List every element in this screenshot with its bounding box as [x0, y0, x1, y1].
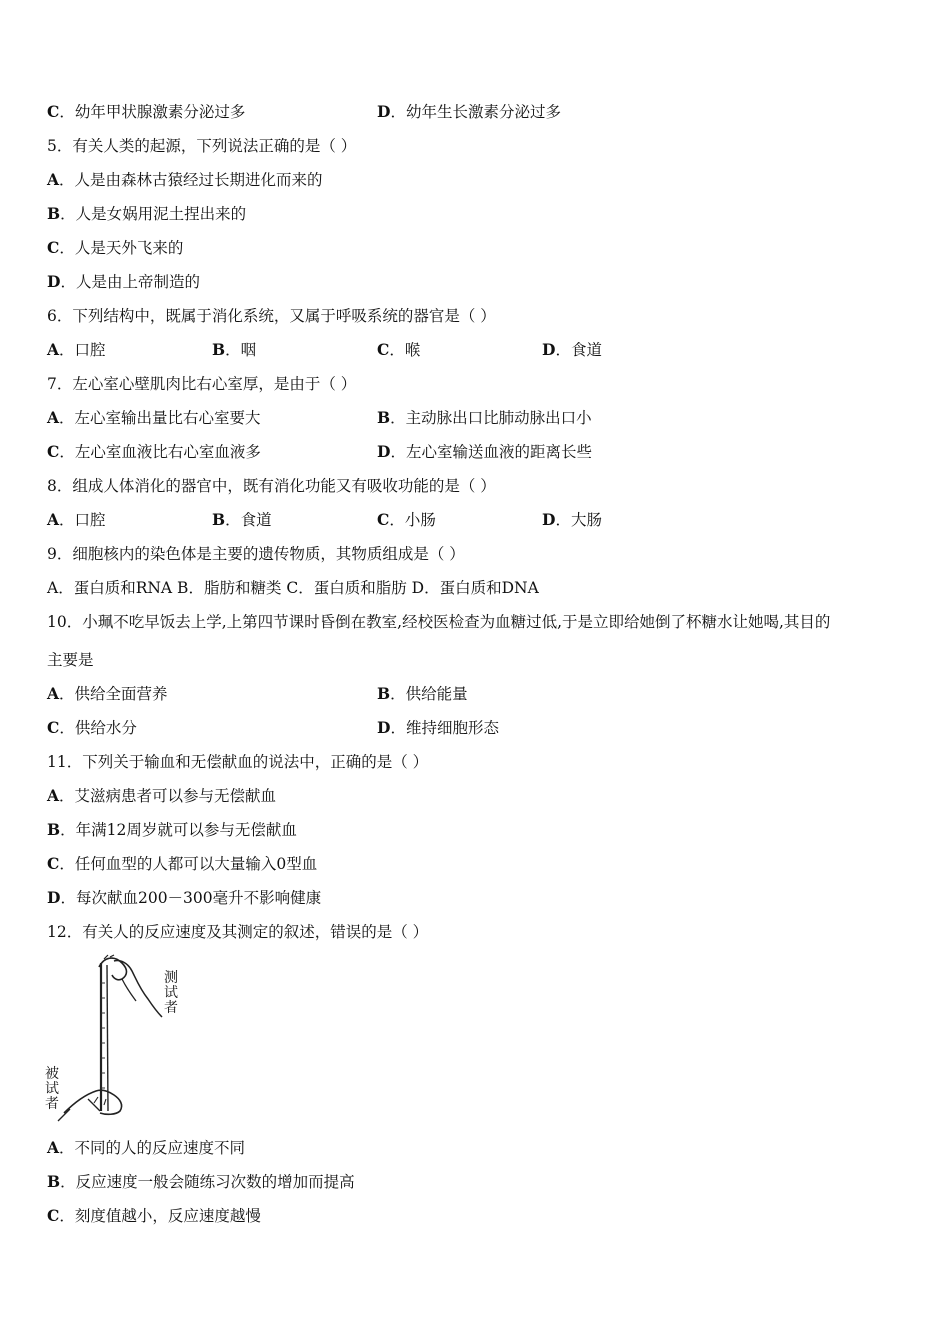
- option-row: [47, 270, 920, 294]
- option-separator: ．: [59, 409, 75, 427]
- option-letter: C: [47, 238, 60, 257]
- option-text: 口腔: [74, 341, 106, 359]
- option-b: [212, 338, 377, 362]
- option-text: 不同的人的反应速度不同: [74, 1139, 246, 1157]
- option-separator: ．: [59, 1207, 75, 1225]
- option-text: 口腔: [74, 511, 106, 529]
- option-separator: ．: [390, 685, 406, 703]
- option-text: 小肠: [404, 511, 436, 529]
- option-letter: A: [47, 786, 60, 805]
- option-separator: ．: [59, 855, 75, 873]
- option-text: 人是由森林古猿经过长期进化而来的: [74, 171, 323, 189]
- option-c: [47, 1204, 261, 1228]
- option-a: [47, 338, 212, 362]
- option-separator: ．: [59, 171, 75, 189]
- option-c: [47, 716, 377, 740]
- option-row: [47, 338, 920, 362]
- option-a: [47, 508, 212, 532]
- option-letter: A: [47, 510, 60, 529]
- option-letter: B: [47, 204, 61, 223]
- option-b: [47, 202, 246, 226]
- option-text: 主动脉出口比肺动脉出口小: [405, 409, 592, 427]
- option-a: [47, 784, 276, 808]
- option-letter: A: [47, 170, 60, 189]
- option-d: [47, 886, 321, 910]
- question-stem: 9．细胞核内的染色体是主要的遗传物质，其物质组成是（ ）: [47, 545, 465, 563]
- option-letter: B: [377, 408, 391, 427]
- reaction-test-figure: [44, 953, 194, 1123]
- question-stem: 8．组成人体消化的器官中，既有消化功能又有吸收功能的是（ ）: [47, 477, 496, 495]
- option-row: [47, 168, 920, 192]
- option-separator: ．: [59, 341, 75, 359]
- option-c: [377, 508, 542, 532]
- option-row: [47, 716, 920, 740]
- option-text: 人是由上帝制造的: [75, 273, 200, 291]
- option-text: 年满12周岁就可以参与无偿献血: [75, 821, 297, 839]
- option-separator: ．: [555, 511, 571, 529]
- option-separator: ．: [59, 511, 75, 529]
- option-text: 刻度值越小，反应速度越慢: [74, 1207, 261, 1225]
- option-c: [47, 100, 377, 124]
- option-a: [47, 1136, 245, 1160]
- question-stem: 11．下列关于输血和无偿献血的说法中，正确的是（ ）: [47, 753, 429, 771]
- option-c: [47, 852, 317, 876]
- option-a: [47, 168, 323, 192]
- option-letter: B: [377, 684, 391, 703]
- option-text: 反应速度一般会随练习次数的增加而提高: [75, 1173, 355, 1191]
- option-text: 喉: [404, 341, 421, 359]
- option-text: 幼年生长激素分泌过多: [405, 103, 561, 121]
- option-letter: A: [47, 340, 60, 359]
- option-letter: B: [212, 340, 226, 359]
- option-text: 食道: [570, 341, 602, 359]
- option-letter: C: [47, 718, 60, 737]
- option-letter: D: [47, 272, 61, 291]
- option-letter: D: [377, 718, 391, 737]
- option-letter: A: [47, 408, 60, 427]
- option-separator: ．: [225, 341, 241, 359]
- option-separator: ．: [389, 511, 405, 529]
- option-separator: ．: [390, 103, 406, 121]
- option-separator: ．: [389, 341, 405, 359]
- option-separator: ．: [225, 511, 241, 529]
- option-letter: B: [47, 1172, 61, 1191]
- option-text: 咽: [240, 341, 257, 359]
- option-a: [47, 682, 377, 706]
- option-d: [377, 440, 707, 464]
- option-b: [212, 508, 377, 532]
- option-separator: ．: [59, 443, 75, 461]
- option-letter: D: [377, 442, 391, 461]
- option-row: [47, 1170, 920, 1194]
- option-separator: ．: [59, 103, 75, 121]
- option-letter: B: [47, 820, 61, 839]
- option-row: [47, 508, 920, 532]
- question-stem: 10．小珮不吃早饭去上学,上第四节课时昏倒在教室,经校医检查为血糖过低,于是立即给她倒了杯糖水让她喝,其目的: [47, 613, 831, 631]
- option-c: [377, 338, 542, 362]
- option-b: [377, 682, 707, 706]
- option-separator: ．: [60, 889, 76, 907]
- option-row: [47, 1136, 920, 1160]
- option-text: 每次献血200－300毫升不影响健康: [75, 889, 322, 907]
- question-stem: 主要是: [47, 651, 94, 669]
- option-separator: ．: [59, 685, 75, 703]
- option-row: [47, 406, 920, 430]
- option-text: 左心室输出量比右心室要大: [74, 409, 261, 427]
- question-stem: 7．左心室心壁肌肉比右心室厚，是由于（ ）: [47, 375, 357, 393]
- option-separator: ．: [390, 443, 406, 461]
- option-text: 幼年甲状腺激素分泌过多: [74, 103, 246, 121]
- option-d: [377, 716, 707, 740]
- option-letter: B: [212, 510, 226, 529]
- option-letter: C: [47, 102, 60, 121]
- option-separator: ．: [60, 205, 76, 223]
- option-separator: ．: [60, 821, 76, 839]
- option-text: 供给能量: [405, 685, 468, 703]
- option-text: 供给水分: [74, 719, 137, 737]
- question-stem: 12．有关人的反应速度及其测定的叙述，错误的是（ ）: [47, 923, 429, 941]
- option-letter: C: [377, 340, 390, 359]
- option-c: [47, 440, 377, 464]
- tester-label: 测试者: [164, 970, 178, 1016]
- option-letter: D: [377, 102, 391, 121]
- option-separator: ．: [59, 719, 75, 737]
- option-letter: C: [47, 442, 60, 461]
- option-row: [47, 100, 920, 124]
- option-letter: C: [377, 510, 390, 529]
- option-text: 左心室血液比右心室血液多: [74, 443, 261, 461]
- option-text: 任何血型的人都可以大量输入0型血: [74, 855, 318, 873]
- option-separator: ．: [390, 409, 406, 427]
- option-b: [47, 1170, 355, 1194]
- option-text: 人是天外飞来的: [74, 239, 184, 257]
- option-text: 维持细胞形态: [405, 719, 499, 737]
- option-text: 食道: [240, 511, 272, 529]
- option-a: [47, 406, 377, 430]
- option-row: [47, 818, 920, 842]
- option-separator: ．: [59, 787, 75, 805]
- option-row: [47, 440, 920, 464]
- option-text: 供给全面营养: [74, 685, 168, 703]
- option-row: [47, 852, 920, 876]
- option-c: [47, 236, 183, 260]
- question-stem: 5．有关人类的起源，下列说法正确的是（ ）: [47, 137, 357, 155]
- option-separator: ．: [59, 1139, 75, 1157]
- option-text: 左心室输送血液的距离长些: [405, 443, 592, 461]
- option-letter: A: [47, 684, 60, 703]
- subject-label: 被试者: [45, 1066, 59, 1112]
- question-stem: 6．下列结构中，既属于消化系统，又属于呼吸系统的器官是（ ）: [47, 307, 496, 325]
- option-row: [47, 886, 920, 910]
- option-text: 大肠: [570, 511, 602, 529]
- option-d: [377, 100, 707, 124]
- option-b: [377, 406, 707, 430]
- option-row: [47, 236, 920, 260]
- option-d: [542, 508, 707, 532]
- option-separator: ．: [390, 719, 406, 737]
- option-text: 艾滋病患者可以参与无偿献血: [74, 787, 277, 805]
- option-separator: ．: [555, 341, 571, 359]
- option-d: [542, 338, 707, 362]
- option-letter: C: [47, 854, 60, 873]
- option-letter: D: [542, 340, 556, 359]
- option-letter: A: [47, 1138, 60, 1157]
- option-row: [47, 202, 920, 226]
- option-separator: ．: [60, 273, 76, 291]
- inline-options: A．蛋白质和RNA B．脂肪和糖类 C．蛋白质和脂肪 D．蛋白质和DNA: [47, 579, 539, 597]
- option-letter: D: [47, 888, 61, 907]
- option-d: [47, 270, 200, 294]
- option-row: [47, 784, 920, 808]
- option-row: [47, 682, 920, 706]
- option-separator: ．: [59, 239, 75, 257]
- option-letter: C: [47, 1206, 60, 1225]
- option-row: [47, 1204, 920, 1228]
- option-separator: ．: [60, 1173, 76, 1191]
- option-letter: D: [542, 510, 556, 529]
- option-text: 人是女娲用泥土捏出来的: [75, 205, 247, 223]
- option-b: [47, 818, 297, 842]
